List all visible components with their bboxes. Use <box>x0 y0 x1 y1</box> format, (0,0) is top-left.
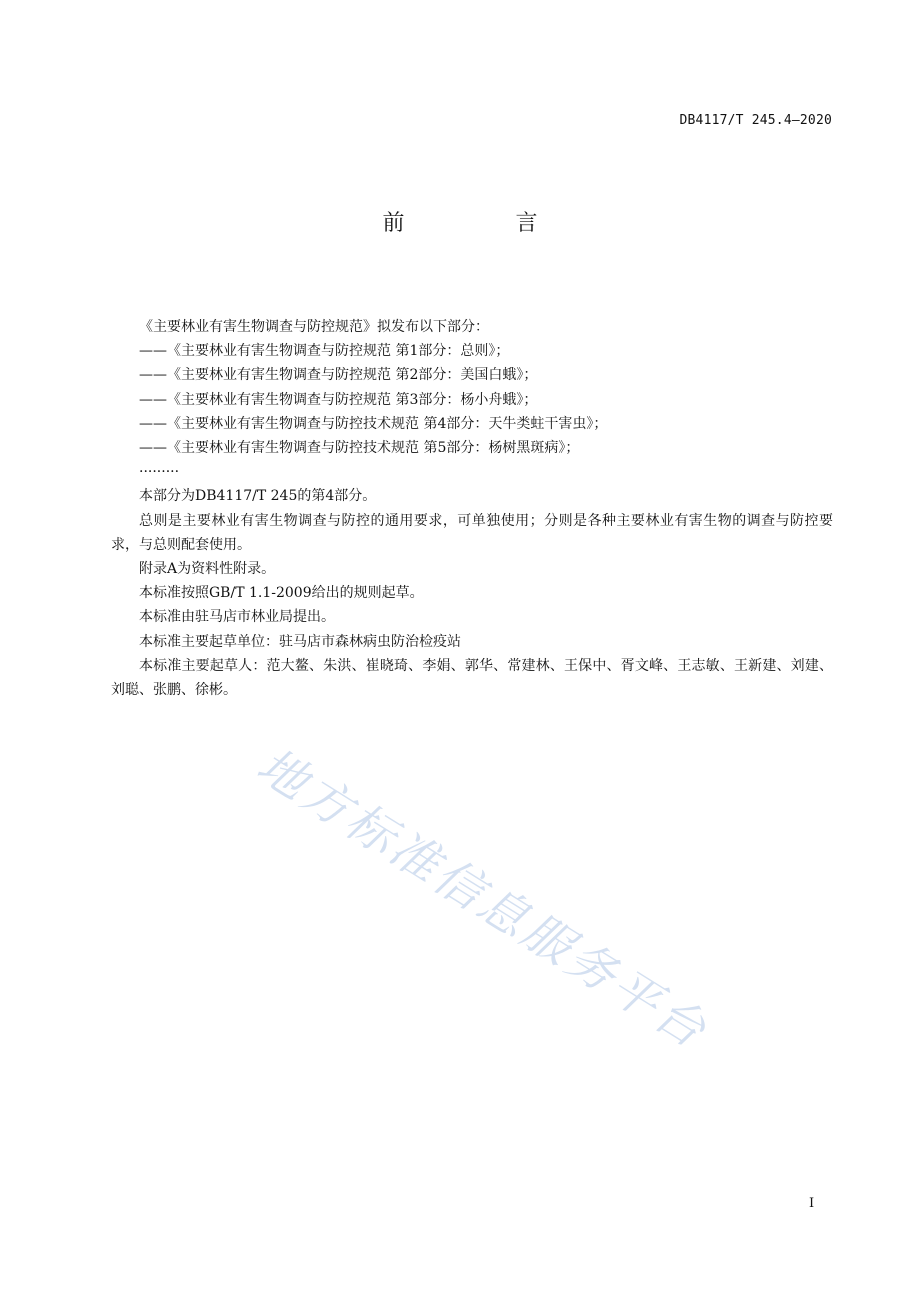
drafters-paragraph: 本标准主要起草人：范大鳌、朱洪、崔晓琦、李娟、郭华、常建林、王保中、胥文峰、王志敏、王新建、刘建、刘聪、张鹏、徐彬。 <box>111 657 833 699</box>
part-list-item-4: ——《主要林业有害生物调查与防控技术规范 第4部分：天牛类蛀干害虫》； <box>139 415 608 432</box>
this-part-paragraph: 本部分为DB4117/T 245的第4部分。 <box>139 488 377 505</box>
general-rules-paragraph: 总则是主要林业有害生物调查与防控的通用要求，可单独使用；分则是各种主要林业有害生物的调查与防控要求，与总则配套使用。 <box>111 512 833 553</box>
page-title: 前 言 <box>382 211 590 236</box>
foreword-body <box>111 315 833 702</box>
part-list-item-5: ——《主要林业有害生物调查与防控技术规范 第5部分：杨树黑斑病》； <box>139 440 580 457</box>
part-list-item-3: ——《主要林业有害生物调查与防控规范 第3部分：杨小舟蛾》； <box>139 391 538 408</box>
part-list-item-1: ——《主要林业有害生物调查与防控规范 第1部分：总则》； <box>139 343 510 360</box>
drafting-unit-paragraph: 本标准主要起草单位：驻马店市森林病虫防治检疫站 <box>139 633 461 650</box>
intro-paragraph: 《主要林业有害生物调查与防控规范》拟发布以下部分： <box>139 319 489 335</box>
watermark: 地方标准信息服务平台 <box>247 737 718 1061</box>
ellipsis-line: ········· <box>139 464 180 481</box>
part-list-item-2: ——《主要林业有害生物调查与防控规范 第2部分：美国白蛾》； <box>139 367 538 384</box>
page-number: I <box>809 1196 815 1211</box>
proposed-by-paragraph: 本标准由驻马店市林业局提出。 <box>139 609 335 626</box>
standard-code: DB4117/T 245.4—2020 <box>679 113 832 128</box>
appendix-paragraph: 附录A为资料性附录。 <box>139 561 276 578</box>
drafting-rules-paragraph: 本标准按照GB/T 1.1-2009给出的规则起草。 <box>139 585 424 602</box>
